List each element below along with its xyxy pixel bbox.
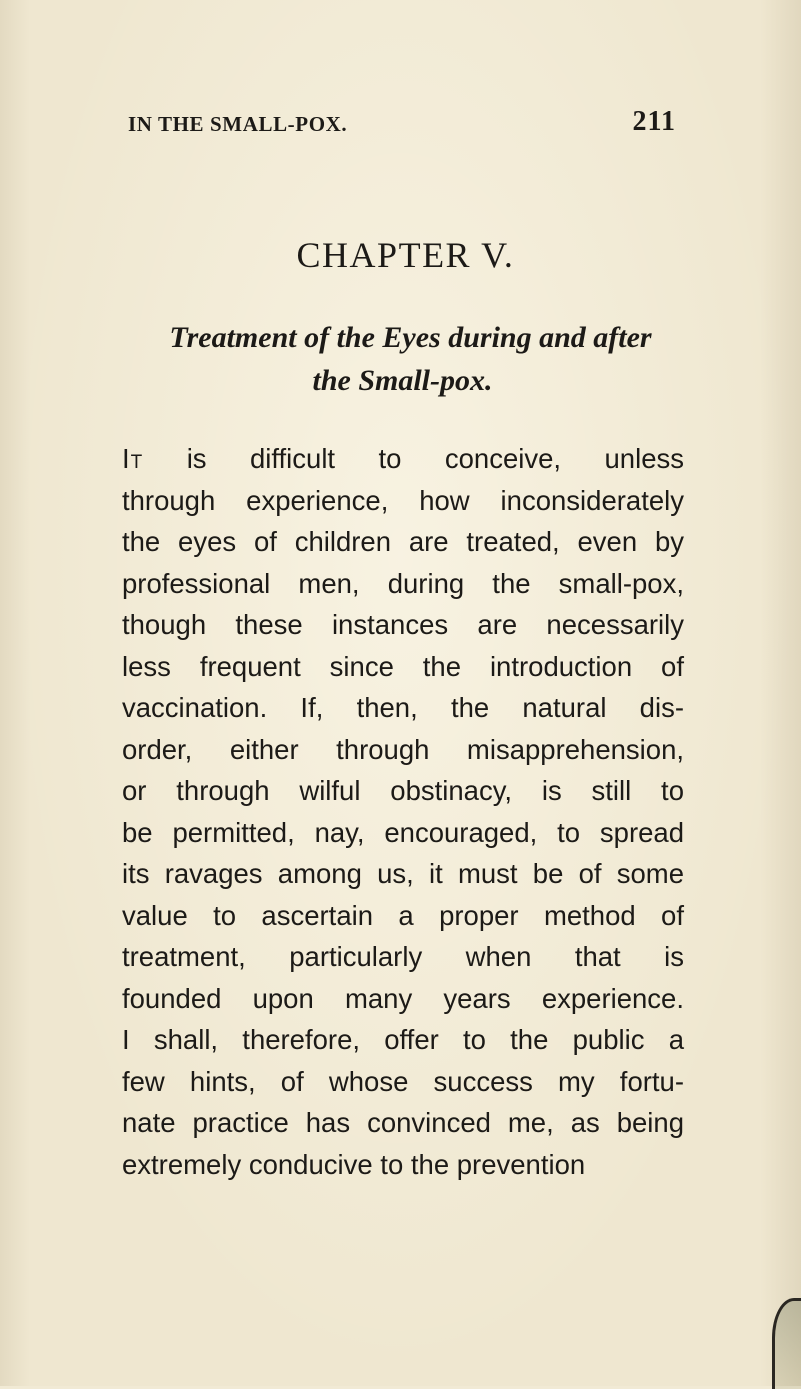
chapter-subtitle [0,316,801,402]
subtitle-line-1: Treatment of the Eyes during and after [169,321,652,354]
text-line: nate practice has convinced me, as being [122,1107,684,1138]
text-line: vaccination. If, then, the natural dis- [122,692,684,723]
text-line: or through wilful obstinacy, is still to [122,775,684,806]
text-line-1 [122,438,684,480]
text-line: through experience, how inconsiderately [122,484,684,516]
text-line: treatment, particularly when that is [122,941,684,972]
running-head-title: IN THE SMALL-POX. [128,112,348,136]
chapter-label: CHAPTER [296,235,472,275]
text-line: I shall, therefore, offer to the public a [122,1024,684,1055]
text-line: the eyes of children are treated, even by [122,526,684,557]
lead-word: It [122,443,144,474]
text-line: though these instances are necessarily [122,609,684,640]
subtitle-line-2: the Small-pox. [312,364,493,397]
text-line: its ravages among us, it must be of some [122,858,684,889]
text-line: order, either through misapprehension, [122,733,684,765]
text-line: extremely conducive to the prevention [122,1148,586,1180]
text-line-1-rest: is difficult to conceive, unless [186,443,684,474]
text-line: be permitted, nay, encouraged, to spread [122,816,684,848]
text-line: less frequent since the introduction of [122,650,684,682]
text-line: founded upon many years experience. [122,982,684,1014]
running-head [128,106,676,142]
body-paragraph [122,438,684,1185]
page-number: 211 [632,106,676,137]
chapter-number: V. [481,235,515,275]
text-line: value to ascertain a proper method of [122,899,684,931]
chapter-heading [0,234,801,276]
page-corner-curl [772,1298,801,1389]
text-line: few hints, of whose success my fortu- [122,1065,684,1097]
text-line: professional men, during the small-pox, [122,567,684,599]
